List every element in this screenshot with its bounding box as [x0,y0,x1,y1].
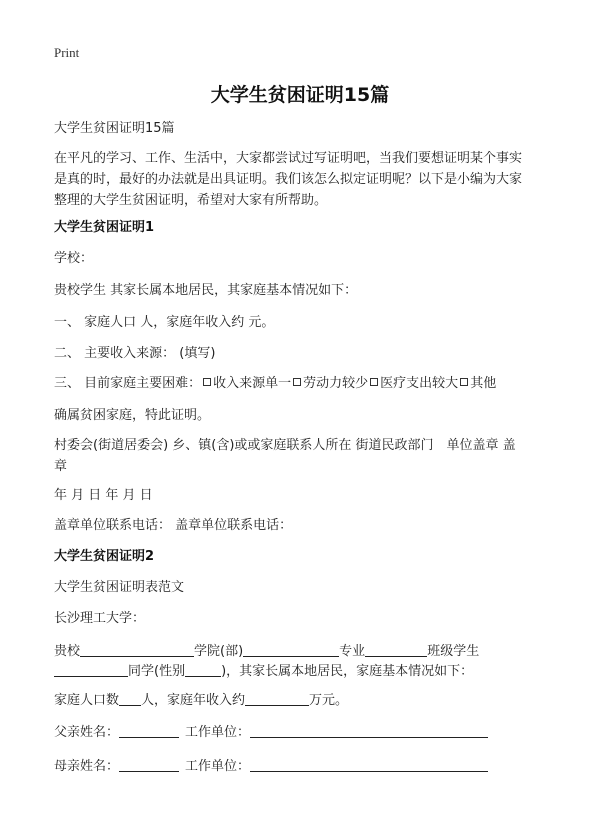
form-row-school [54,641,574,662]
blank-field [250,723,488,738]
blank-field [80,642,194,657]
form-label: 贵校 [54,644,81,659]
checkbox [203,378,211,386]
checkbox-label: 收入来源单一 [213,376,292,391]
print-link[interactable]: Print [54,45,80,60]
blank-field [243,642,339,657]
blank-field [365,642,427,657]
signers-block [54,435,554,477]
form-label: 万元。 [309,693,349,708]
confirm-line: 确属贫困家庭，特此证明。 [54,408,211,423]
form-label: 班级学生 [427,644,480,659]
checkbox-label: 劳动力较少 [303,376,369,391]
blank-field [119,757,179,772]
form-label: 人，家庭年收入约 [141,693,246,708]
signers-line: 村委会(街道居委会) 乡、镇(含)或或家庭联系人所在 街道民政部门 单位盖章 盖 [54,438,516,453]
form-row-father [54,722,574,743]
item-difficulties [54,373,554,394]
student-line: 贵校学生 其家长属本地居民，其家庭基本情况如下： [54,283,358,298]
checkbox [370,378,378,386]
form-row-student [54,661,574,682]
intro-paragraph [54,148,554,211]
date-line: 年 月 日 年 月 日 [54,488,153,503]
form-label: 学院(部) [194,644,244,659]
item-income-source: 二、 主要收入来源： (填写) [54,346,216,361]
blank-field [245,691,309,706]
form-label: 同学(性别 [128,664,186,679]
item-household: 一、 家庭人口 人，家庭年收入约 元。 [54,315,275,330]
form-label: 家庭人口数 [54,693,120,708]
blank-field [54,662,128,677]
sample-title: 大学生贫困证明表范文 [54,580,185,595]
signers-line: 章 [54,459,68,474]
section-heading: 大学生贫困证明1 [54,220,155,235]
section-heading: 大学生贫困证明2 [54,549,155,564]
form-label: )，其家长属本地居民，家庭基本情况如下： [221,664,474,679]
difficulties-label: 三、 目前家庭主要困难： [54,376,202,391]
blank-field [185,662,221,677]
checkbox-label: 医疗支出较大 [380,376,459,391]
form-label: 父亲姓名： [54,725,120,740]
checkbox [460,378,468,386]
checkbox-label: 其他 [470,376,497,391]
checkbox [293,378,301,386]
form-label: 工作单位： [185,725,251,740]
form-row-mother [54,756,574,777]
phone-line: 盖章单位联系电话： 盖章单位联系电话： [54,518,293,533]
form-label: 母亲姓名： [54,759,120,774]
school-line: 学校： [54,251,94,266]
blank-field [250,757,488,772]
form-label: 工作单位： [185,759,251,774]
intro-line: 整理的大学生贫困证明，希望对大家有所帮助。 [54,193,328,208]
form-row-income [54,690,574,711]
intro-line: 在平凡的学习、工作、生活中，大家都尝试过写证明吧，当我们要想证明某个事实 [54,151,523,166]
form-label: 专业 [339,644,366,659]
intro-line: 是真的时，最好的办法就是出具证明。我们该怎么拟定证明呢？以下是小编为大家 [54,172,523,187]
blank-field [119,723,179,738]
addressee-line: 长沙理工大学： [54,611,146,626]
document-title: 大学生贫困证明15篇 [210,84,390,106]
blank-field [119,691,141,706]
document-subtitle: 大学生贫困证明15篇 [54,121,175,136]
